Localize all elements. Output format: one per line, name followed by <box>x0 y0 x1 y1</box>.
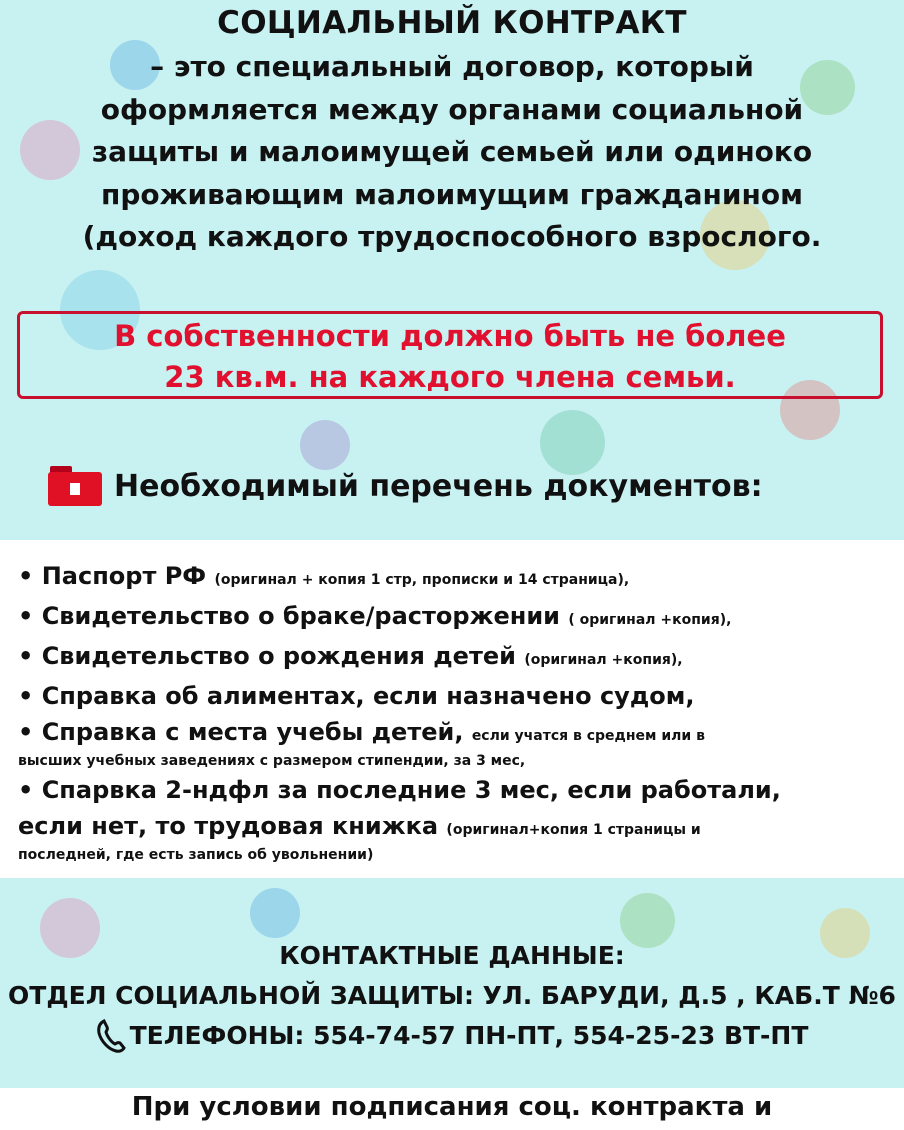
property-notice-box <box>17 311 883 399</box>
item-main: • Свидетельство о браке/расторжении <box>18 602 569 630</box>
item-main: • Свидетельство о рождения детей <box>18 642 525 670</box>
definition-text <box>30 46 874 259</box>
documents-list <box>18 558 886 866</box>
list-item <box>18 678 886 714</box>
contacts-department: ОТДЕЛ СОЦИАЛЬНОЙ ЗАЩИТЫ: УЛ. БАРУДИ, Д.5 , КАБ.Т №6 <box>8 981 896 1010</box>
list-item <box>18 772 886 808</box>
contacts-phones: ТЕЛЕФОНЫ: 554-74-57 ПН-ПТ, 554-25-23 ВТ-ПТ <box>129 1021 809 1050</box>
phone-icon <box>96 1019 126 1053</box>
item-note: (оригинал + копия 1 стр, прописки и 14 страница), <box>214 572 630 588</box>
folder-icon <box>48 466 102 506</box>
list-item <box>18 638 886 678</box>
item-main: • Справка об алиментах, если назначено судом, <box>18 682 695 710</box>
definition-line: защиты и малоимущей семьей или одиноко <box>91 135 813 168</box>
contacts-block <box>0 936 904 1056</box>
documents-heading <box>48 461 763 511</box>
definition-line: оформляется между органами социальной <box>100 92 804 126</box>
page-title: СОЦИАЛЬНЫЙ КОНТРАКТ <box>217 5 687 41</box>
list-item <box>18 558 886 598</box>
notice-line: В собственности должно быть не более <box>114 319 786 353</box>
contacts-heading: КОНТАКТНЫЕ ДАННЫЕ: <box>279 941 625 970</box>
list-item <box>18 808 886 848</box>
definition-line: проживающим малоимущим гражданином <box>100 177 803 211</box>
definition-line: – это специальный договор, который <box>150 50 754 83</box>
item-main: • Справка с места учебы детей, <box>18 718 472 746</box>
item-main: если нет, то трудовая книжка <box>18 812 447 840</box>
item-note: (оригинал+копия 1 страницы и <box>446 822 701 838</box>
item-note: если учатся в среднем или в <box>471 728 705 744</box>
item-main: • Спарвка 2-ндфл за последние 3 мес, если работали, <box>18 776 781 804</box>
item-main: • Паспорт РФ <box>18 562 215 590</box>
notice-line: 23 кв.м. на каждого члена семьи. <box>164 360 736 394</box>
list-item <box>18 714 886 754</box>
list-item <box>18 598 886 638</box>
item-note: ( оригинал +копия), <box>568 612 732 628</box>
list-item-continuation: последней, где есть запись об увольнении) <box>18 847 374 863</box>
documents-heading-text: Необходимый перечень документов: <box>114 468 763 504</box>
contacts-phones-row <box>0 1016 904 1056</box>
list-item-continuation: высших учебных заведениях с размером стипендии, за 3 мес, <box>18 753 526 769</box>
footer-text: При условии подписания соц. контракта и <box>131 1092 773 1122</box>
item-note: (оригинал +копия), <box>524 652 683 668</box>
definition-line: (доход каждого трудоспособного взрослого. <box>82 220 822 253</box>
